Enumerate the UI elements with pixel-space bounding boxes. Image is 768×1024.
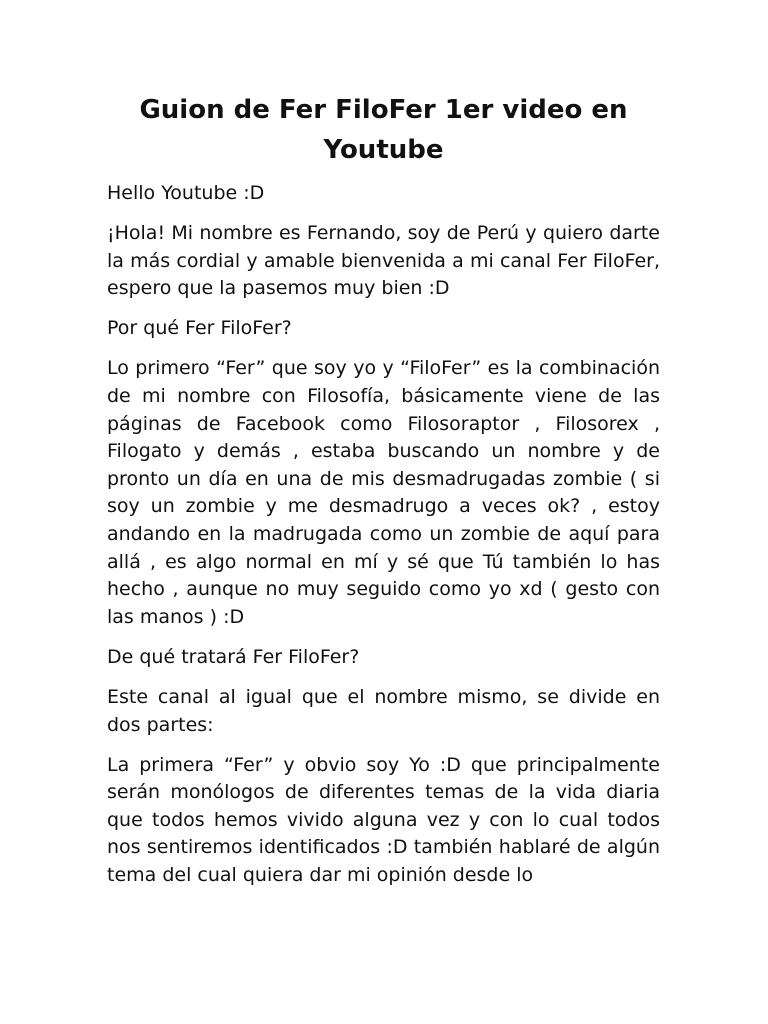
paragraph-intro: ¡Hola! Mi nombre es Fernando, soy de Perú y quiero darte la más cordial y amable bienvenida a mi canal Fer FiloFer, espero que la pasemos muy bien :D [107,222,660,300]
paragraph-question-topic: De qué tratará Fer FiloFer? [107,645,360,668]
document-body [107,90,660,902]
paragraph-channel-parts: Este canal al igual que el nombre mismo, se divide en dos partes: [107,686,660,736]
paragraph-question-name: Por qué Fer FiloFer? [107,317,292,340]
paragraph-first-part: La primera “Fer” y obvio soy Yo :D que principalmente serán monólogos de diferentes temas de la vida diaria que todos hemos vivido alguna vez y con lo cual todos nos sentiremos identificados :D también hablaré de algún tema del cual quiera dar mi opinión desde lo [107,753,660,887]
paragraph-name-explanation: Lo primero “Fer” que soy yo y “FiloFer” es la combinación de mi nombre con Filosofía, básicamente viene de las páginas de Facebook como Filosoraptor , Filosorex , Filogato y demás , estaba buscando un nombre y de pronto un día en una de mis desmadrugadas zombie ( si soy un zombie y me desmadrugo a veces ok? , estoy andando en la madrugada como un zombie de aquí para allá , es algo normal en mí y sé que Tú también lo has hecho , aunque no muy seguido como yo xd ( gesto con las manos ) :D [107,357,660,628]
paragraph-greeting: Hello Youtube :D [107,182,265,204]
document-title: Guion de Fer FiloFer 1er video en Youtube [139,95,628,165]
